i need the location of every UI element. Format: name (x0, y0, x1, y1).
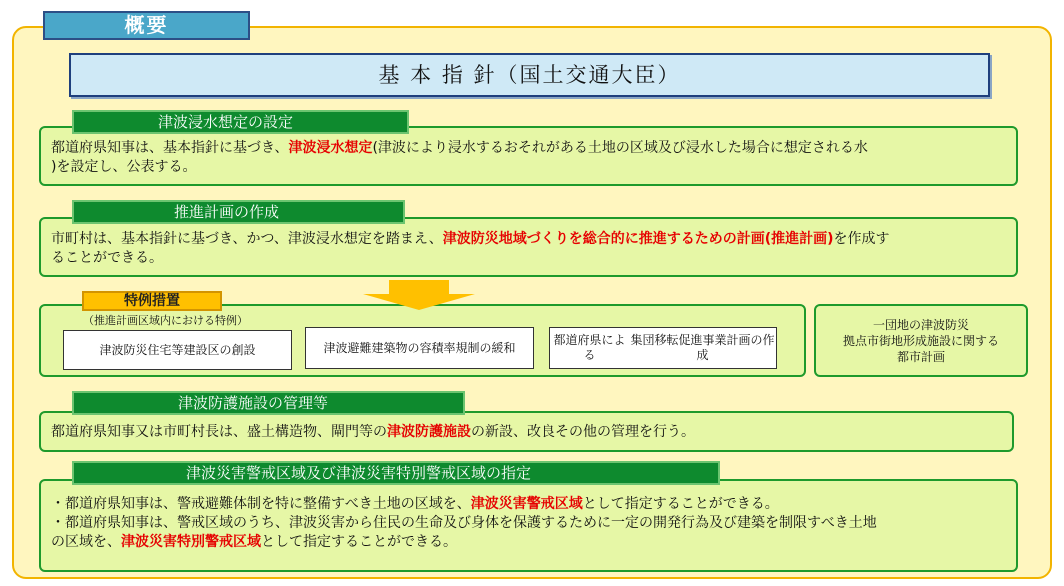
warning-text: ・都道府県知事は、警戒避難体制を特に整備すべき土地の区域を、津波災害警戒区域として指定することができる。 ・都道府県知事は、警戒区域のうち、津波災害から住民の生命及び身体を保護するために一定の開発行為及び建築を制限すべき土地 の区域を、津波災害特別警戒区域として指定することができる。 (51, 496, 877, 550)
inundation-box (39, 126, 1018, 186)
down-arrow-icon (363, 280, 475, 310)
overview-tab: 概要 (43, 11, 250, 40)
promotion-label: 推進計画の作成 (72, 200, 405, 224)
special-item-group-relocation: 都道府県による 集団移転促進事業計画の作成 (549, 327, 777, 369)
promotion-text: 市町村は、基本指針に基づき、かつ、津波浸水想定を踏まえ、津波防災地域づくりを総合的に推進するための計画(推進計画)を作成す ることができる。 (51, 231, 890, 266)
facilities-label: 津波防護施設の管理等 (72, 391, 465, 415)
urban-plan-box (814, 304, 1028, 377)
policy-banner: 基 本 指 針（国土交通大臣） (69, 53, 990, 97)
warning-emphasis-zone: 津波災害警戒区域 (470, 496, 583, 512)
special-sublabel: （推進計画区域内における特例） (83, 314, 248, 327)
facilities-text: 都道府県知事又は市町村長は、盛土構造物、閘門等の津波防護施設の新設、改良その他の管理を行う。 (51, 424, 695, 440)
special-box (39, 304, 806, 377)
facilities-emphasis: 津波防護施設 (387, 424, 471, 440)
inundation-emphasis: 津波浸水想定 (288, 140, 373, 156)
special-item-housing-district: 津波防災住宅等建設区の創設 (63, 330, 292, 370)
warning-emphasis-special-zone: 津波災害特別警戒区域 (121, 534, 261, 550)
special-label: 特例措置 (82, 291, 222, 311)
inundation-text: 都道府県知事は、基本指針に基づき、津波浸水想定(津波により浸水するおそれがある土地の区域及び浸水した場合に想定される水 )を設定し、公表する。 (51, 140, 868, 175)
special-item-floor-area-relaxation: 津波避難建築物の 容積率規制の緩和 (305, 327, 534, 369)
promotion-box (39, 217, 1018, 277)
warning-box (39, 479, 1018, 572)
inundation-label: 津波浸水想定の設定 (72, 110, 409, 134)
urban-plan-text: 一団地の津波防災 拠点市街地形成施設に関する 都市計画 (842, 317, 999, 364)
promotion-emphasis: 津波防災地域づくりを総合的に推進するための計画(推進計画) (442, 231, 834, 247)
warning-label: 津波災害警戒区域及び津波災害特別警戒区域の指定 (72, 461, 720, 485)
facilities-box (39, 411, 1014, 452)
